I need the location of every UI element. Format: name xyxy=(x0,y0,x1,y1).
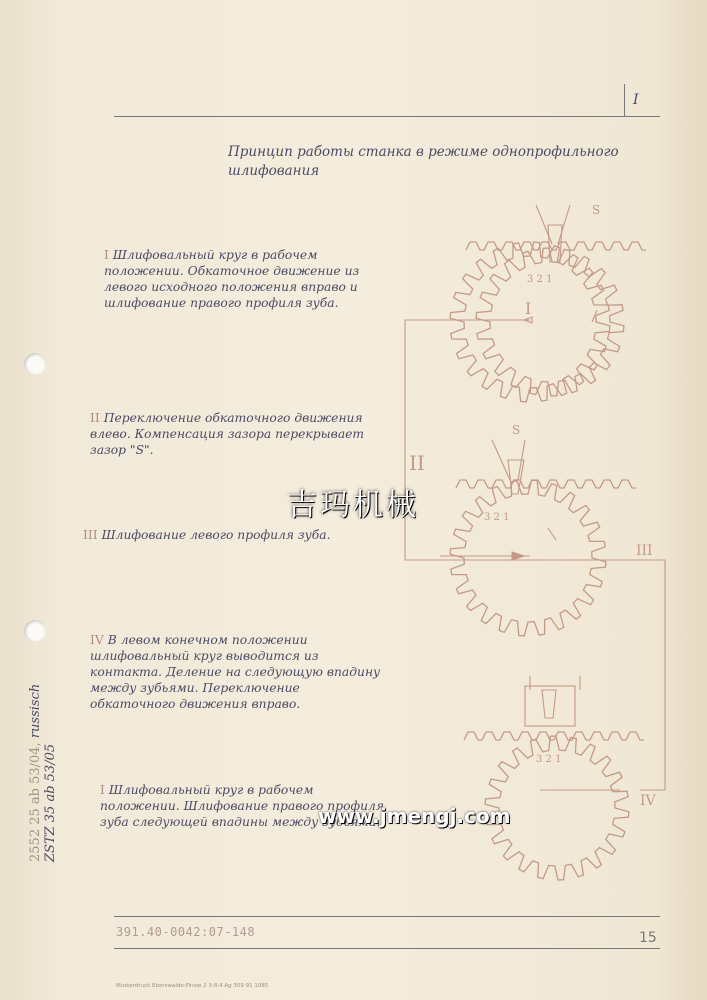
step-1-text: Шлифовальный круг в рабочем положении. Обкаточное движение из левого исходного положения вправо и шлифование правого профиля зуба. xyxy=(104,248,360,310)
side-code-line2: ZSTZ 35 ab 53/05 xyxy=(43,743,58,862)
step-2-numeral: II xyxy=(90,411,100,425)
step-5-text: Шлифовальный круг в рабочем положении. Шлифование правого профиля зуба следующей впадины между зубьями. xyxy=(100,783,384,829)
printer-line: Musterdruck Eberswalde-Finow 2 3-8.4 Ag 309 91 1085 xyxy=(116,983,269,989)
step-2-text: Переключение обкаточного движения влево. Компенсация зазора перекрывает зазор "S". xyxy=(90,411,365,457)
gear-label-4: IV xyxy=(640,793,656,809)
step-4-text: В левом конечном положении шлифовальный круг выводится из контакта. Деление на следующую впадину между зубьями. Переключение обкаточного движения вправо. xyxy=(90,633,381,711)
step-3-text: Шлифование левого профиля зуба. xyxy=(101,528,331,542)
page-number-bottom: 15 xyxy=(639,930,657,946)
gear-label-3: III xyxy=(636,543,653,559)
footer-rule-bottom xyxy=(114,948,660,949)
side-code xyxy=(28,684,58,862)
footer-rule-top xyxy=(114,916,660,917)
rack-2 xyxy=(456,480,636,488)
position-marks-3: 3 2 1 xyxy=(536,754,562,765)
side-code-language: russisch xyxy=(28,683,43,739)
page-title: Принцип работы станка в режиме однопрофильного шлифования xyxy=(228,144,619,179)
gear-1 xyxy=(476,248,624,396)
gap-label-s: S xyxy=(592,203,601,217)
side-code-faint: 2552 25 ab 53/04, xyxy=(28,742,43,862)
step-1-numeral: I xyxy=(104,248,109,262)
step-5-numeral: I xyxy=(100,783,105,797)
gap-label-s-2: S xyxy=(512,423,521,437)
gear-label-1: I xyxy=(525,299,532,318)
watermark-url: www.jmengj.com xyxy=(318,804,511,828)
gear-2 xyxy=(450,480,606,636)
position-marks-1: 3 2 1 xyxy=(527,274,553,285)
step-3-numeral: III xyxy=(83,528,98,542)
page-number-top: I xyxy=(633,92,639,108)
watermark-chinese: 吉玛机械 xyxy=(287,488,419,523)
step-4-numeral: IV xyxy=(90,633,104,647)
position-marks-2: 3 2 1 xyxy=(484,512,510,523)
document-code: 391.40-0042:07-148 xyxy=(116,925,256,939)
gear-label-2: II xyxy=(409,451,425,475)
flow-lines xyxy=(405,205,665,790)
